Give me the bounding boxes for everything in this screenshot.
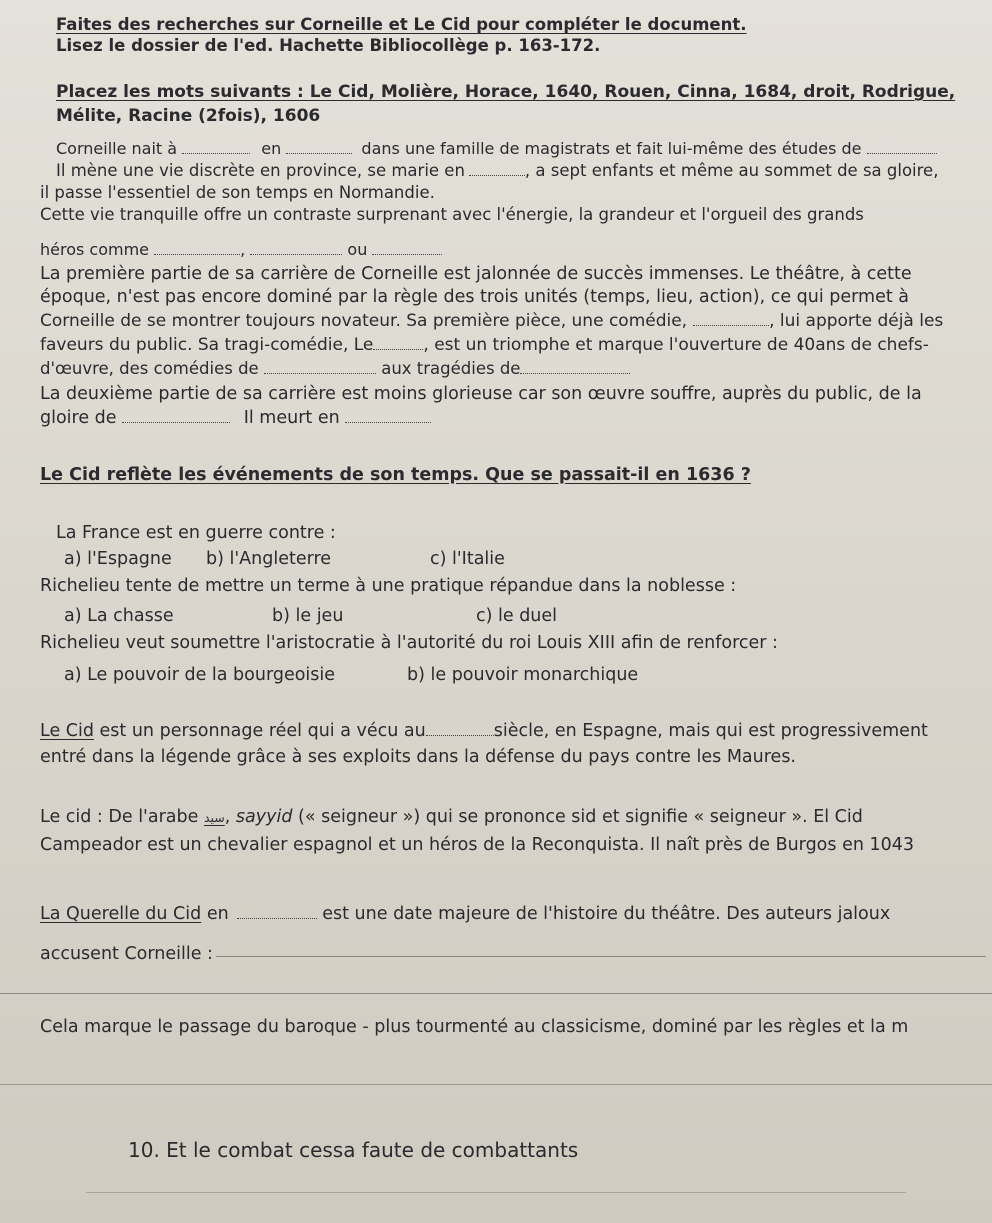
- question-practice: Richelieu tente de mettre un terme à une pratique répandue dans la noblesse :: [40, 576, 737, 596]
- blank-field[interactable]: [122, 408, 230, 423]
- blank-field[interactable]: [154, 240, 240, 255]
- section-heading-1636: Le Cid reflète les événements de son temps. Que se passait-il en 1636 ?: [40, 465, 751, 485]
- blank-field[interactable]: [286, 139, 352, 154]
- paragraph-classicism: Cela marque le passage du baroque - plus tourmenté au classicisme, dominé par les règles et la m: [40, 1017, 909, 1037]
- paragraph-etymology: Le cid : De l'arabe سيد, sayyid (« seigneur ») qui se prononce sid et signifie « seigneur ». El Cid: [40, 807, 863, 827]
- paragraph-contrast: Cette vie tranquille offre un contraste surprenant avec l'énergie, la grandeur et l'orgueil des grands: [40, 205, 864, 224]
- blank-field[interactable]: [372, 240, 442, 255]
- paragraph-legend: entré dans la légende grâce à ses exploits dans la défense du pays contre les Maures.: [40, 747, 796, 767]
- paragraph-birth: Corneille nait à en dans une famille de magistrats et fait lui-même des études de: [56, 138, 937, 160]
- blank-field[interactable]: [345, 408, 431, 423]
- blank-field[interactable]: [237, 904, 317, 919]
- answer-line[interactable]: [0, 1084, 992, 1085]
- paragraph-career-2: époque, n'est pas encore dominé par la règle des trois unités (temps, lieu, action), ce qui permet à: [40, 287, 909, 307]
- answer-line[interactable]: [0, 993, 992, 994]
- blank-field[interactable]: [250, 240, 342, 255]
- paragraph-career-1: La première partie de sa carrière de Corneille est jalonnée de succès immenses. Le théâtre, à cette: [40, 264, 912, 284]
- paragraph-life-2: il passe l'essentiel de son temps en Normandie.: [40, 183, 435, 202]
- divider: [86, 1192, 906, 1193]
- paragraph-accusations: accusent Corneille :: [40, 944, 213, 964]
- paragraph-campeador: Campeador est un chevalier espagnol et un héros de la Reconquista. Il naît près de Burgos en 1043: [40, 835, 915, 855]
- blank-field[interactable]: [693, 311, 769, 326]
- paragraph-life-1: Il mène une vie discrète en province, se marie en , a sept enfants et même au sommet de sa gloire,: [56, 161, 939, 180]
- paragraph-career-3: Corneille de se montrer toujours novateur. Sa première pièce, une comédie, , lui apporte déjà les: [40, 311, 944, 331]
- paragraph-heroes: héros comme , ou: [40, 239, 442, 261]
- paragraph-career-6: La deuxième partie de sa carrière est moins glorieuse car son œuvre souffre, auprès du public, de la: [40, 384, 922, 404]
- option-c[interactable]: c) le duel: [476, 606, 558, 626]
- option-row-war: [64, 548, 505, 570]
- option-b[interactable]: b) le jeu: [272, 606, 344, 626]
- paragraph-career-7: gloire de Il meurt en: [40, 407, 431, 429]
- numbered-heading-10: 10. Et le combat cessa faute de combattants: [128, 1138, 579, 1162]
- blank-field[interactable]: [426, 721, 494, 736]
- blank-field[interactable]: [867, 139, 937, 154]
- instruction-dossier: Lisez le dossier de l'ed. Hachette Bibliocollège p. 163-172.: [56, 36, 601, 55]
- instruction-research: Faites des recherches sur Corneille et Le Cid pour compléter le document.: [56, 15, 747, 34]
- option-c[interactable]: c) l'Italie: [430, 549, 505, 569]
- paragraph-career-5: d'œuvre, des comédies de aux tragédies de: [40, 358, 630, 380]
- option-row-power: [64, 664, 639, 686]
- answer-line[interactable]: [216, 956, 986, 957]
- option-a[interactable]: a) La chasse: [64, 606, 174, 626]
- blank-field[interactable]: [182, 139, 250, 154]
- blank-field[interactable]: [264, 359, 376, 374]
- option-a[interactable]: a) Le pouvoir de la bourgeoisie: [64, 665, 336, 685]
- option-b[interactable]: b) le pouvoir monarchique: [407, 665, 639, 685]
- blank-field[interactable]: [373, 335, 423, 350]
- question-war: La France est en guerre contre :: [56, 523, 336, 543]
- word-list-line-1: Placez les mots suivants : Le Cid, Molière, Horace, 1640, Rouen, Cinna, 1684, droit, Rodrigue,: [56, 82, 956, 102]
- paragraph-real-person: Le Cid est un personnage réel qui a vécu au siècle, en Espagne, mais qui est progressivement: [40, 721, 928, 741]
- question-power: Richelieu veut soumettre l'aristocratie à l'autorité du roi Louis XIII afin de renforcer :: [40, 633, 778, 653]
- paragraph-querelle: La Querelle du Cid en est une date majeure de l'histoire du théâtre. Des auteurs jaloux: [40, 904, 891, 924]
- option-row-practice: [64, 605, 558, 627]
- blank-field[interactable]: [469, 161, 525, 176]
- option-a[interactable]: a) l'Espagne: [64, 549, 172, 569]
- paragraph-career-4: faveurs du public. Sa tragi-comédie, Le , est un triomphe et marque l'ouverture de 40ans de chefs-: [40, 335, 929, 355]
- word-list-line-2: Mélite, Racine (2fois), 1606: [56, 106, 321, 126]
- blank-field[interactable]: [520, 359, 630, 374]
- option-b[interactable]: b) l'Angleterre: [206, 549, 332, 569]
